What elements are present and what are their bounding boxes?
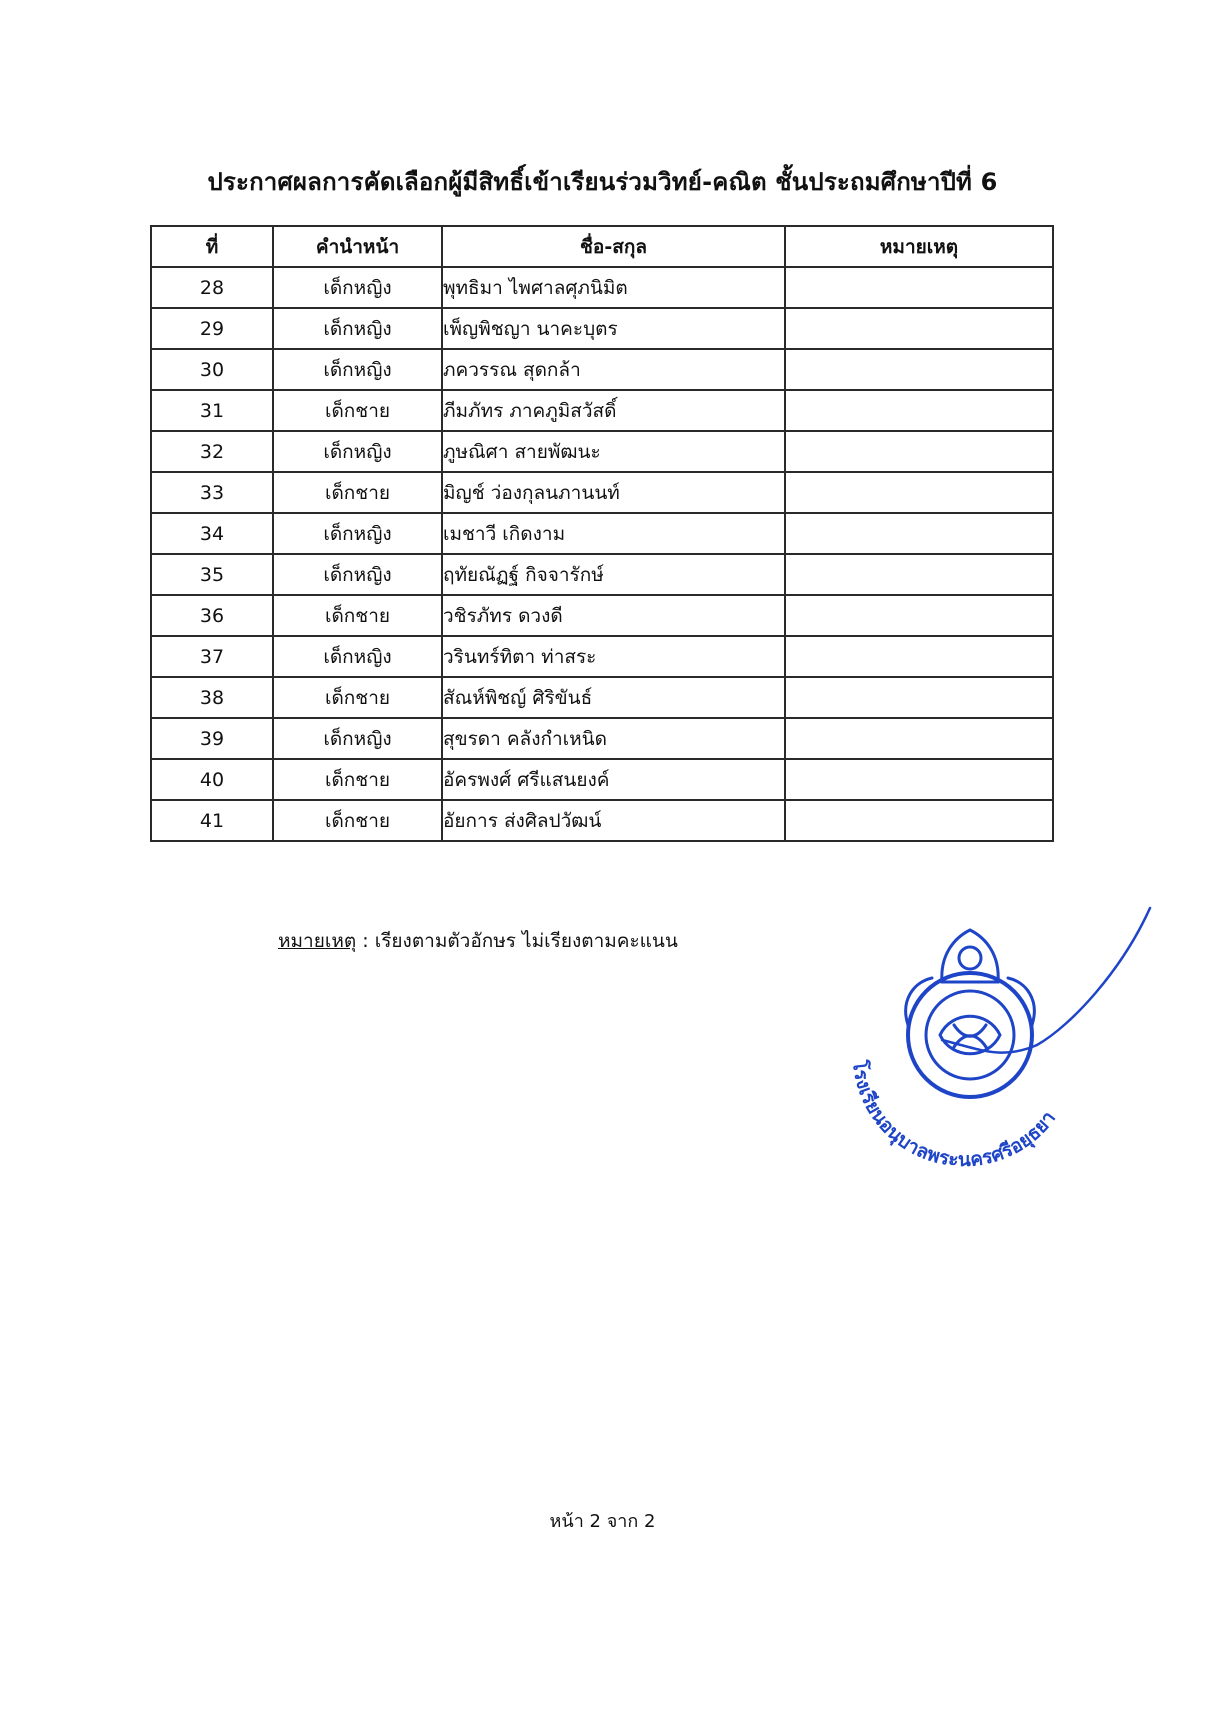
remark-separator: : [356, 930, 375, 952]
row-prefix: เด็กชาย [273, 800, 442, 841]
row-prefix: เด็กชาย [273, 390, 442, 431]
row-note [785, 513, 1053, 554]
remark [278, 926, 678, 956]
row-name: เพ็ญพิชญา นาคะบุตร [442, 308, 785, 349]
row-number: 31 [151, 390, 273, 431]
header-name: ชื่อ-สกุล [442, 226, 785, 267]
table-row [151, 431, 1053, 472]
row-note [785, 308, 1053, 349]
header-prefix: คำนำหน้า [273, 226, 442, 267]
school-seal-icon [842, 900, 1162, 1200]
remark-label: หมายเหตุ [278, 930, 357, 952]
row-note [785, 554, 1053, 595]
row-prefix: เด็กหญิง [273, 718, 442, 759]
page-number: หน้า 2 จาก 2 [549, 1511, 656, 1532]
row-note [785, 677, 1053, 718]
row-note [785, 759, 1053, 800]
signature-stroke [942, 908, 1150, 1053]
row-number: 30 [151, 349, 273, 390]
table-row [151, 800, 1053, 841]
table-row [151, 554, 1053, 595]
remark-text: เรียงตามตัวอักษร ไม่เรียงตามคะแนน [374, 930, 678, 952]
row-number: 33 [151, 472, 273, 513]
header-note: หมายเหตุ [785, 226, 1053, 267]
row-prefix: เด็กหญิง [273, 513, 442, 554]
result-table [150, 225, 1054, 842]
row-note [785, 431, 1053, 472]
header-no: ที่ [151, 226, 273, 267]
table-row [151, 513, 1053, 554]
row-note [785, 636, 1053, 677]
table-row [151, 390, 1053, 431]
seal-text-path: โรงเรียนอนุบาลพระนครศรีอยุธยา [848, 1059, 1061, 1172]
row-name: วรินทร์ทิตา ท่าสระ [442, 636, 785, 677]
table-body [151, 267, 1053, 841]
row-note [785, 595, 1053, 636]
row-name: ภูษณิศา สายพัฒนะ [442, 431, 785, 472]
row-name: เมชาวี เกิดงาม [442, 513, 785, 554]
table-header-row [151, 226, 1053, 267]
row-number: 39 [151, 718, 273, 759]
table-row [151, 759, 1053, 800]
row-name: พุทธิมา ไพศาลศุภนิมิต [442, 267, 785, 308]
row-note [785, 800, 1053, 841]
row-name: ภีมภัทร ภาคภูมิสวัสดิ์ [442, 390, 785, 431]
row-number: 41 [151, 800, 273, 841]
table-row [151, 472, 1053, 513]
row-prefix: เด็กหญิง [273, 267, 442, 308]
seal-crown-circle [959, 947, 981, 969]
table-row [151, 718, 1053, 759]
row-number: 38 [151, 677, 273, 718]
row-prefix: เด็กชาย [273, 472, 442, 513]
row-number: 29 [151, 308, 273, 349]
table-row [151, 636, 1053, 677]
row-number: 35 [151, 554, 273, 595]
row-prefix: เด็กชาย [273, 595, 442, 636]
row-name: อัครพงศ์ ศรีแสนยงค์ [442, 759, 785, 800]
row-note [785, 349, 1053, 390]
row-name: วชิรภัทร ดวงดี [442, 595, 785, 636]
row-number: 37 [151, 636, 273, 677]
row-name: อัยการ ส่งศิลปวัฒน์ [442, 800, 785, 841]
row-prefix: เด็กหญิง [273, 636, 442, 677]
row-prefix: เด็กหญิง [273, 308, 442, 349]
row-name: สุขรดา คลังกำเหนิด [442, 718, 785, 759]
table-row [151, 267, 1053, 308]
row-number: 36 [151, 595, 273, 636]
row-name: สัณห์พิชญ์ ศิริขันธ์ [442, 677, 785, 718]
table-row [151, 308, 1053, 349]
table-row [151, 677, 1053, 718]
row-prefix: เด็กหญิง [273, 554, 442, 595]
row-number: 32 [151, 431, 273, 472]
table-row [151, 349, 1053, 390]
row-prefix: เด็กชาย [273, 759, 442, 800]
row-note [785, 267, 1053, 308]
row-prefix: เด็กหญิง [273, 431, 442, 472]
row-prefix: เด็กชาย [273, 677, 442, 718]
page-title: ประกาศผลการคัดเลือกผู้มีสิทธิ์เข้าเรียนร่วมวิทย์-คณิต ชั้นประถมศึกษาปีที่ 6 [207, 168, 998, 196]
row-name: มิญช์ ว่องกุลนภานนท์ [442, 472, 785, 513]
row-note [785, 718, 1053, 759]
row-number: 34 [151, 513, 273, 554]
row-number: 28 [151, 267, 273, 308]
row-note [785, 390, 1053, 431]
row-number: 40 [151, 759, 273, 800]
table-row [151, 595, 1053, 636]
row-prefix: เด็กหญิง [273, 349, 442, 390]
row-name: ฤทัยณัฏฐ์ กิจจารักษ์ [442, 554, 785, 595]
row-note [785, 472, 1053, 513]
row-name: ภควรรณ สุดกล้า [442, 349, 785, 390]
